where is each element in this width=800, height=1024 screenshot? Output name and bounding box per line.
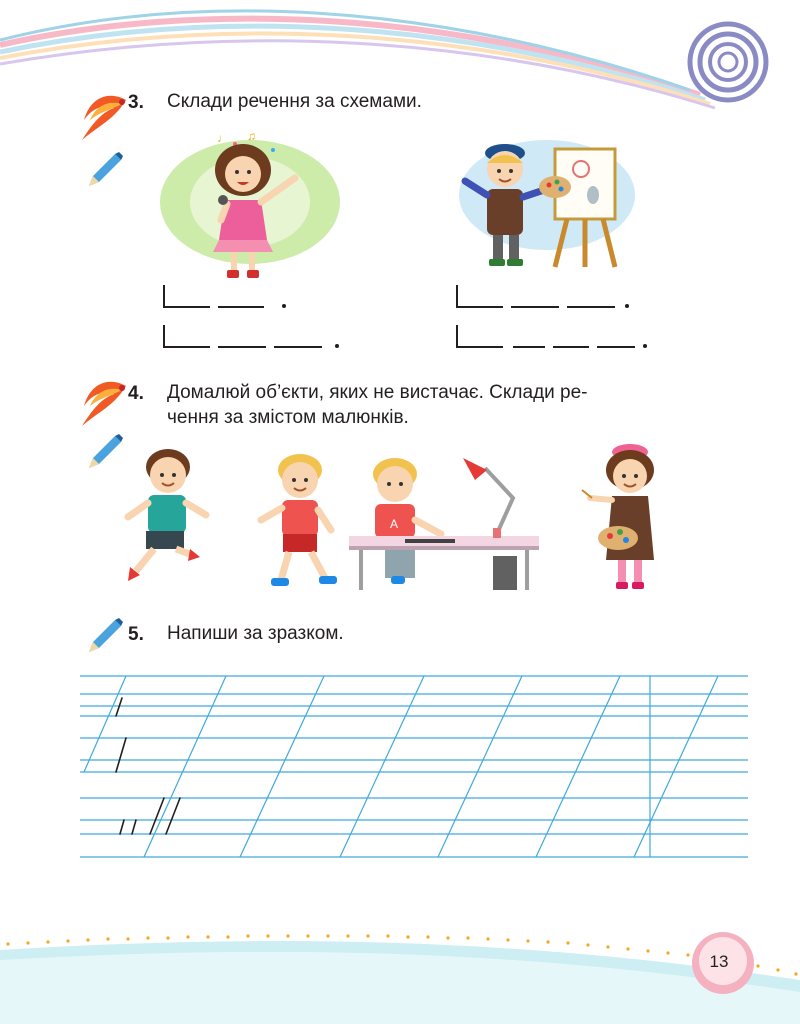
painting-boy-illustration [455,135,640,270]
spiral-icon [686,20,770,104]
svg-text:A: A [390,517,399,531]
task-3-number: 3. [128,92,144,113]
svg-text:♫: ♫ [247,130,256,143]
footer-wave [0,930,800,1024]
sentence-scheme-right-1 [455,282,645,312]
task-5-text: Напиши за зразком. [167,623,344,644]
firebird-icon [78,90,128,142]
svg-text:♩: ♩ [217,131,229,145]
walking-boy-illustration [255,450,345,592]
desk-scene-illustration [345,448,545,593]
sentence-scheme-left-1 [162,282,302,312]
sentence-scheme-right-2 [455,322,655,352]
task-4-text-line2: чення за змістом малюнків. [167,407,409,428]
pen-icon [85,150,125,190]
running-boy-illustration [118,445,213,587]
handwriting-ruling [80,672,750,862]
pen-icon [85,616,125,656]
task-4-text-line1: Домалюй об’єкти, яких не вистачає. Склади ре- [167,382,588,403]
page-number: 13 [709,952,729,971]
sentence-scheme-left-2 [162,322,352,352]
firebird-icon [78,376,128,428]
painter-girl-illustration [578,440,678,592]
task-5-number: 5. [128,624,144,645]
task-3-text: Склади речення за схемами. [167,91,422,112]
singing-girl-illustration [155,130,345,285]
task-4-number: 4. [128,383,144,404]
page-number-badge [692,932,754,994]
